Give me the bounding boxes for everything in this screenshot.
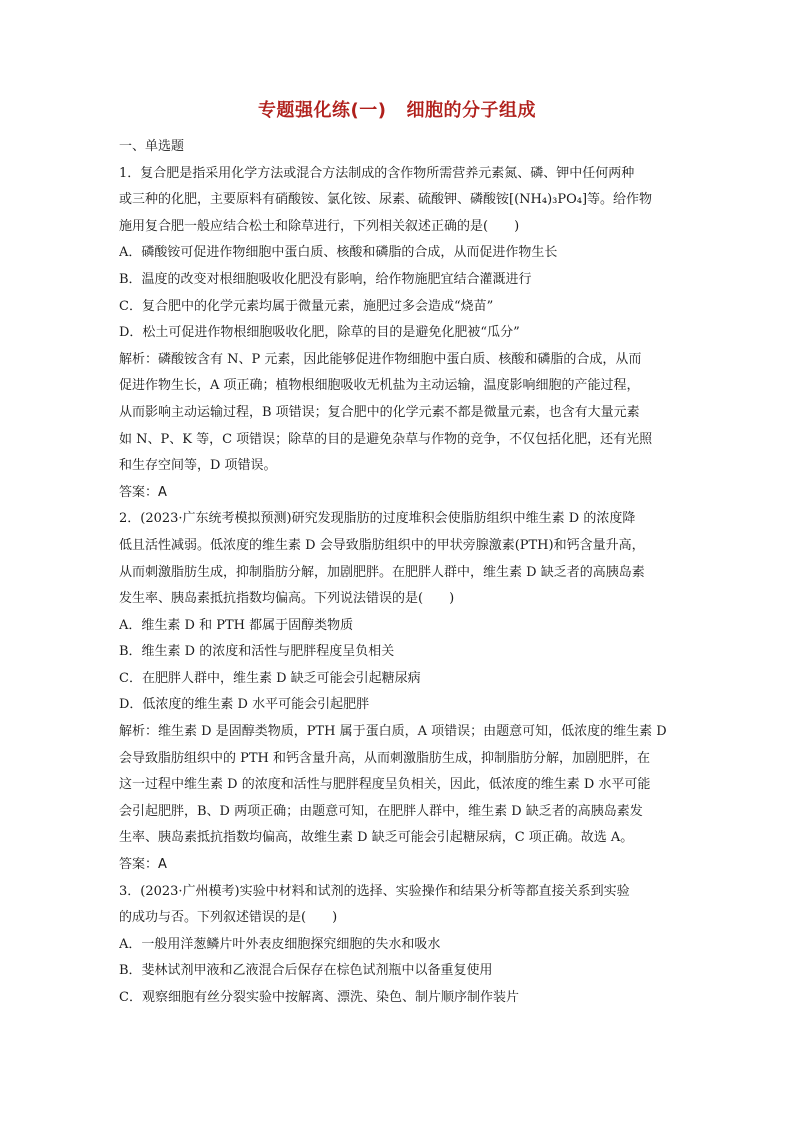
question-2-analysis: 解析：维生素 D 是固醇类物质，PTH 属于蛋白质，A 项错误；由题意可知，低浓度的维生素 D <box>119 724 667 740</box>
question-1-analysis: 和生存空间等，D 项错误。 <box>119 458 277 474</box>
question-2-text: 发生率、胰岛素抵抗指数均偏高。下列说法错误的是( ) <box>119 591 455 607</box>
section-heading: 一、单选题 <box>119 139 185 154</box>
question-2-option-b: B．维生素 D 的浓度和活性与肥胖程度呈负相关 <box>119 644 395 660</box>
question-3-option-c: C．观察细胞有丝分裂实验中按解离、漂洗、染色、制片顺序制作装片 <box>119 990 519 1005</box>
question-2-analysis: 这一过程中维生素 D 的浓度和活性与肥胖程度呈负相关，因此，低浓度的维生素 D 水平可能 <box>119 777 651 793</box>
question-1-text: 施用复合肥一般应结合松土和除草进行，下列相关叙述正确的是( ) <box>119 218 520 234</box>
question-2-option-a: A．维生素 D 和 PTH 都属于固醇类物质 <box>119 617 354 633</box>
question-2-option-c: C．在肥胖人群中，维生素 D 缺乏可能会引起糖尿病 <box>119 670 421 686</box>
question-1-option-b: B．温度的改变对根细胞吸收化肥没有影响，给作物施肥宜结合灌溉进行 <box>119 271 532 287</box>
question-1-option-a: A．磷酸铵可促进作物细胞中蛋白质、核酸和磷脂的合成，从而促进作物生长 <box>119 245 558 261</box>
title-part-2: 细胞的分子组成 <box>406 100 536 121</box>
question-3-text: 3．(2023·广州模考)实验中材料和试剂的选择、实验操作和结果分析等都直接关系到实验 <box>119 883 630 899</box>
title-part-1: 专题强化练(一) <box>258 100 387 121</box>
document-body <box>119 134 679 1012</box>
question-1-text: 1．复合肥是指采用化学方法或混合方法制成的含作物所需营养元素氮、磷、钾中任何两种 <box>119 165 635 181</box>
page-title <box>0 96 794 122</box>
question-1-analysis: 从而影响主动运输过程，B 项错误；复合肥中的化学元素不都是微量元素，也含有大量元素 <box>119 404 640 420</box>
question-1-answer: 答案：A <box>119 484 167 500</box>
question-2-text: 从而刺激脂肪生成，抑制脂肪分解，加剧肥胖。在肥胖人群中，维生素 D 缺乏者的高胰岛素 <box>119 564 645 580</box>
question-3-text: 的成功与否。下列叙述错误的是( ) <box>119 910 338 926</box>
question-1-analysis: 如 N、P、K 等，C 项错误；除草的目的是避免杂草与作物的竞争，不仅包括化肥，还有光照 <box>119 431 653 447</box>
question-1-analysis: 解析：磷酸铵含有 N、P 元素，因此能够促进作物细胞中蛋白质、核酸和磷脂的合成，从而 <box>119 351 642 367</box>
question-2-option-d: D．低浓度的维生素 D 水平可能会引起肥胖 <box>119 697 370 713</box>
question-1-text: 或三种的化肥，主要原料有硝酸铵、氯化铵、尿素、硫酸钾、磷酸铵[(NH₄)₃PO₄]等。给作物 <box>119 192 653 208</box>
question-2-text: 2．(2023·广东统考模拟预测)研究发现脂肪的过度堆积会使脂肪组织中维生素 D 的浓度降 <box>119 511 636 527</box>
question-1-option-d: D．松土可促进作物根细胞吸收化肥，除草的目的是避免化肥被“瓜分” <box>119 325 520 341</box>
question-1-option-c: C．复合肥中的化学元素均属于微量元素，施肥过多会造成“烧苗” <box>119 298 494 314</box>
question-3-option-b: B．斐林试剂甲液和乙液混合后保存在棕色试剂瓶中以备重复使用 <box>119 963 493 979</box>
question-2-analysis: 会引起肥胖，B、D 两项正确；由题意可知，在肥胖人群中，维生素 D 缺乏者的高胰岛素发 <box>119 803 643 819</box>
question-2-text: 低且活性减弱。低浓度的维生素 D 会导致脂肪组织中的甲状旁腺激素(PTH)和钙含量升高， <box>119 537 645 553</box>
question-2-analysis: 会导致脂肪组织中的 PTH 和钙含量升高，从而刺激脂肪生成，抑制脂肪分解，加剧肥胖，在 <box>119 750 651 766</box>
question-1-analysis: 促进作物生长，A 项正确；植物根细胞吸收无机盐为主动运输，温度影响细胞的产能过程， <box>119 378 640 394</box>
question-3-option-a: A．一般用洋葱鳞片叶外表皮细胞探究细胞的失水和吸水 <box>119 936 441 952</box>
question-2-answer: 答案：A <box>119 857 167 873</box>
question-2-analysis: 生率、胰岛素抵抗指数均偏高，故维生素 D 缺乏可能会引起糖尿病，C 项正确。故选 A。 <box>119 830 634 846</box>
